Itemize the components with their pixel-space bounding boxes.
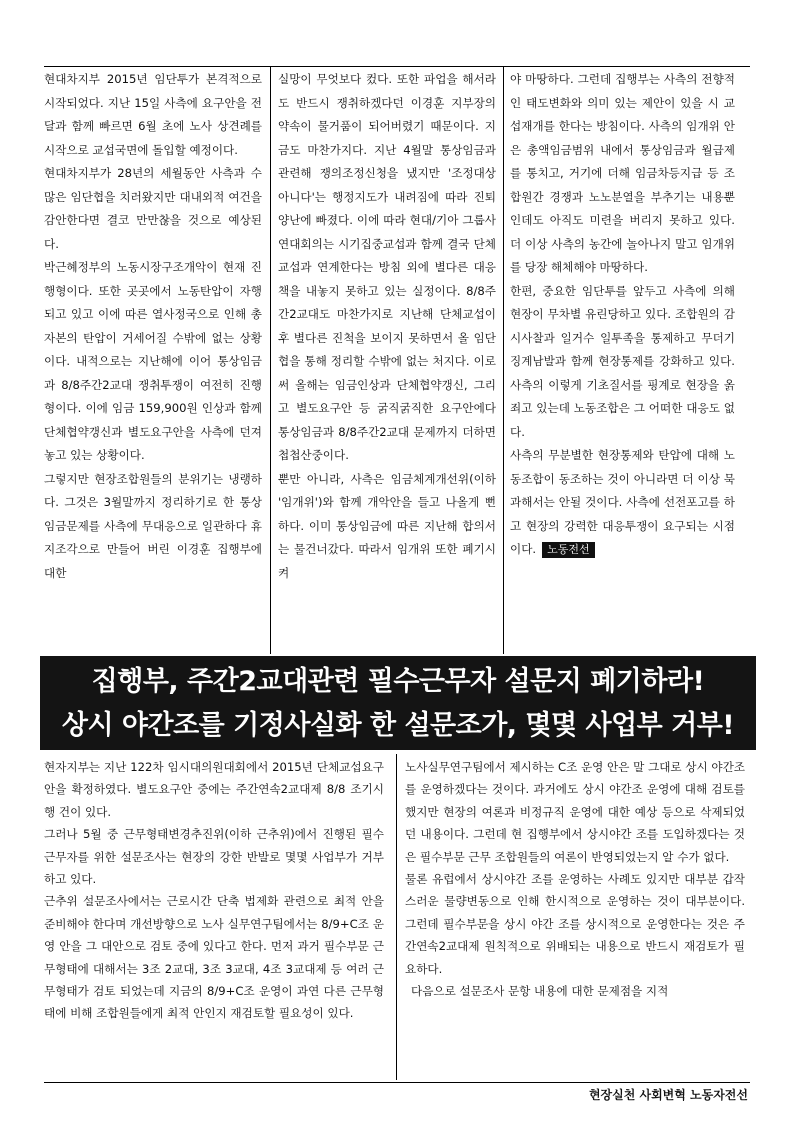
article1-column-1 [44,68,262,654]
paragraph: 근추위 설문조사에서는 근로시간 단축 법제화 관련으로 최적 안을 준비해야 한다며 개선방향으로 노사 실무연구팀에서는 8/9+C조 운영 안을 그 대안으로 검토 중에 있다고 한다. 먼저 과거 필수부문 근무형태에 대해서는 3조 2교대, 3조 3교대, 4조 3교대제 등 여러 근무형태가 검토 되었는데 지금의 8/9+C조 운영이 과연 다른 근무형태에 비해 조합원들에게 최적 안인지 재검토할 필요성이 있다. [44,894,384,1021]
paragraph: 박근혜정부의 노동시장구조개악이 현재 진행형이다. 또한 곳곳에서 노동탄압이 자행되고 있고 이에 따른 열사정국으로 인해 총자본의 탄압이 거세어질 수밖에 없는 상황이다. 내적으로는 지난해에 이어 통상임금과 8/8주간2교대 쟁취투쟁이 여전히 진행형이다. 이에 임금 159,900원 인상과 함께 단체협약갱신과 별도요구안을 사측에 던져놓고 있는 상황이다. [44,260,262,462]
paragraph: 다음으로 설문조사 문항 내용에 대한 문제점을 지적 [411,984,669,999]
paragraph: 노사실무연구팀에서 제시하는 C조 운영 안은 말 그대로 상시 야간조를 운영하겠다는 것이다. 과거에도 상시 야간조 운영에 대해 검토를 했지만 현장의 여론과 비정규직 운영에 대한 예상 등으로 삭제되었던 내용이다. 그런데 현 집행부에서 상시야간 조를 도입하겠다는 것은 필수부문 근무 조합원들의 여론이 반영되었는지 알 수가 없다. [405,760,745,864]
footer-tagline: 현장실천 사회변혁 노동자전선 [588,1088,748,1102]
column-divider [270,66,271,654]
paragraph: 현자지부는 지난 122차 임시대의원대회에서 2015년 단체교섭요구안을 확정하였다. 별도요구안 중에는 주간연속2교대제 8/8 조기시행 건이 있다. [44,760,384,819]
paragraph: 그러나 5월 중 근무형태변경추진위(이하 근추위)에서 진행된 필수근무자를 위한 설문조사는 현장의 강한 반발로 몇몇 사업부가 거부하고 있다. [44,827,384,887]
source-tag: 노동전선 [542,542,595,558]
paragraph: 실망이 무엇보다 컸다. 또한 파업을 해서라도 반드시 쟁취하겠다던 이경훈 지부장의 약속이 물거품이 되어버렸기 때문이다. 지금도 마찬가지다. 지난 4월말 통상임금과 관련해 쟁의조정신청을 냈지만 '조정대상 아니다'는 행정지도가 내려짐에 따라 진퇴양난에 빠졌다. 이에 따라 현대/기아 그룹사 연대회의는 시기집중교섭과 함께 결국 단체교섭과 연계한다는 방침 외에 별다른 대응책을 내놓지 못하고 있는 실정이다. 8/8주간2교대도 마찬가지로 지난해 단체교섭이후 별다른 진척을 보이지 못하면서 올 임단협을 통해 정리할 수밖에 없는 처지다. 이로써 올해는 임금인상과 단체협약갱신, 그리고 별도요구안 등 굵직굵직한 요구안에다 통상임금과 8/8주간2교대 문제까지 더하면 첩첩산중이다. [278,72,496,462]
paragraph: 야 마땅하다. 그런데 집행부는 사측의 전향적인 태도변화와 의미 있는 제안이 있을 시 교섭재개를 한다는 방침이다. 사측의 임개위 안은 총액임금범위 내에서 통상임금과 월급제를 통치고, 거기에 더해 임금차등지급 등 조합원간 경쟁과 노노분열을 부추기는 내용뿐인데도 아직도 미련을 버리지 못하고 있다. 더 이상 사측의 농간에 놀아나지 말고 임개위를 당장 해체해야 마땅하다. [510,72,735,274]
paragraph [510,444,735,562]
paragraph: 뿐만 아니라, 사측은 임금체계개선위(이하 '임개위')와 함께 개악안을 들고 나올게 뻔하다. 이미 통상임금에 따른 지난해 합의서는 물건너갔다. 따라서 임개위 또한 폐기시켜 [278,471,496,580]
paragraph: 현대차지부가 28년의 세월동안 사측과 수많은 임단협을 치러왔지만 대내외적 여건을 감안한다면 결코 만만찮을 것으로 예상된다. [44,166,262,251]
headline-line-1: 집행부, 주간2교대관련 필수근무자 설문지 폐기하라! [91,666,705,697]
headline-banner [40,656,756,750]
paragraph-text: 사측의 무분별한 현장통제와 탄압에 대해 노동조합이 동조하는 것이 아니라면 더 이상 묵과해서는 안될 것이다. 사측에 선전포고를 하고 현장의 강력한 대응투쟁이 요구되는 시점이다. [510,448,735,556]
column-divider [396,754,397,1080]
paragraph: 물론 유럽에서 상시야간 조를 운영하는 사례도 있지만 대부분 갑작스러운 물량변동으로 인해 한시적으로 운영하는 것이 대부분이다. 그런데 필수부문을 상시 야간 조를 상시적으로 운영한다는 것은 주간연속2교대제 원칙적으로 위배되는 내용으로 반드시 재검토가 필요하다. [405,872,745,976]
column-divider [503,66,504,654]
paragraph: 그렇지만 현장조합원들의 분위기는 냉랭하다. 그것은 3월말까지 정리하기로 한 통상임금문제를 사측에 무대응으로 일관하다 휴지조각으로 만들어 버린 이경훈 집행부에 대한 [44,471,262,580]
bottom-border [44,1082,750,1083]
headline-line-2: 상시 야간조를 기정사실화 한 설문조가, 몇몇 사업부 거부! [61,710,735,741]
paragraph: 한편, 중요한 임단투를 앞두고 사측에 의해 현장이 무차별 유린당하고 있다. 조합원의 감시사찰과 일거수 일투족을 통제하고 무더기 징계남발과 함께 현장통제를 강화하고 있다. 사측의 이렇게 기초질서를 핑계로 현장을 옭죄고 있는데 노동조합은 그 어떠한 대응도 없다. [510,283,735,439]
article2-column-2 [405,756,745,1078]
top-border [44,66,750,67]
article1-column-2 [278,68,496,654]
paragraph: 현대차지부 2015년 임단투가 본격적으로 시작되었다. 지난 15일 사측에 요구안을 전달과 함께 빠르면 6월 초에 노사 상견례를 시작으로 교섭국면에 돌입할 예정이다. [44,72,262,157]
article2-column-1 [44,756,384,1078]
article1-column-3 [510,68,735,654]
